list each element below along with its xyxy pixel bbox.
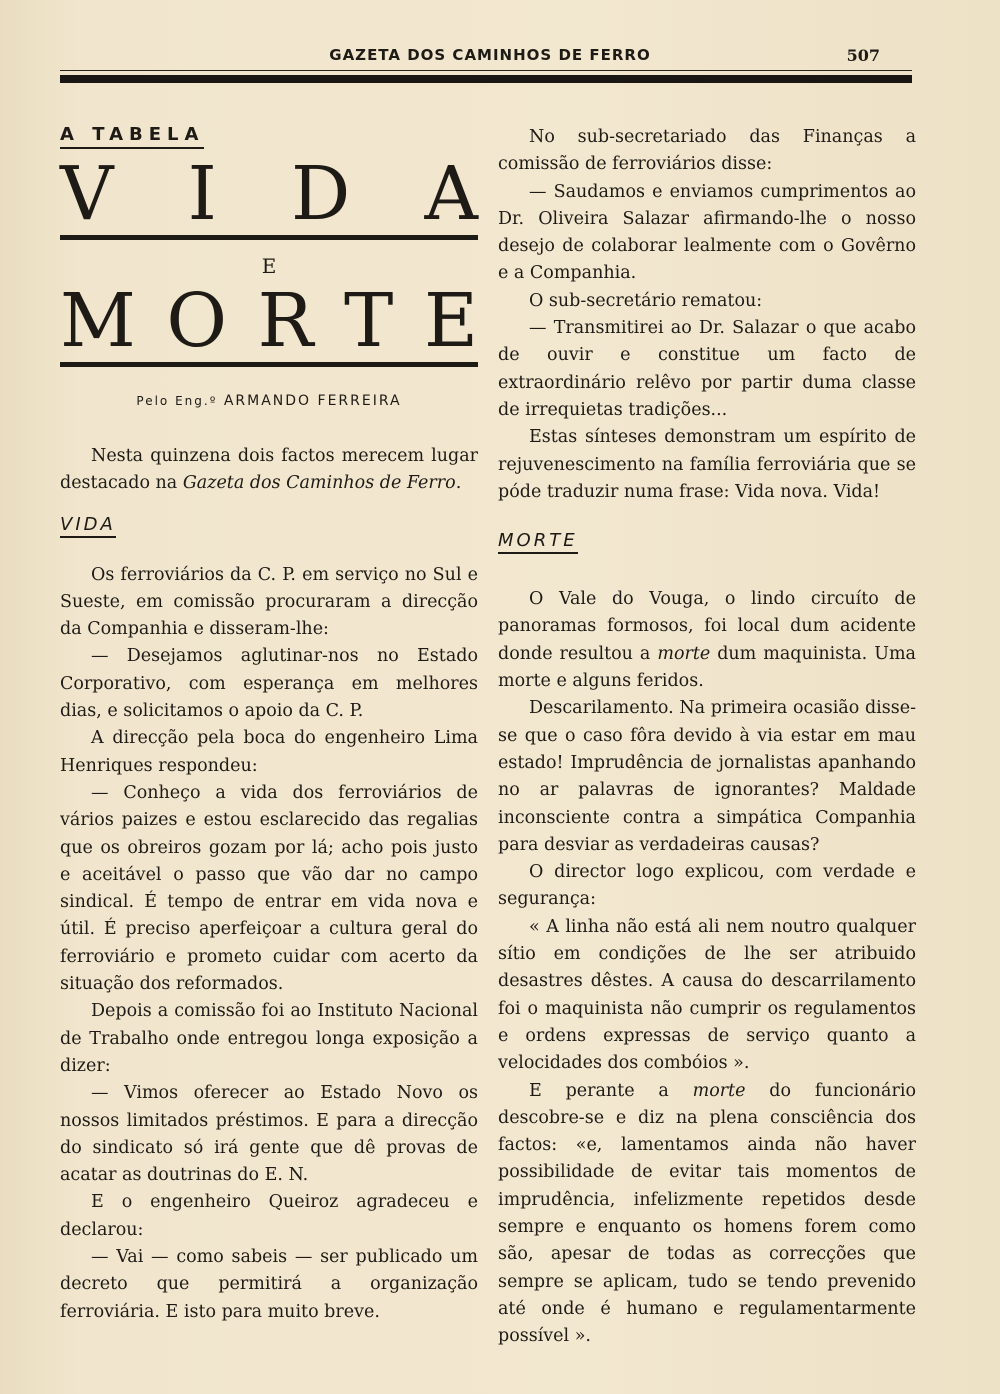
byline-author: ARMANDO FERREIRA xyxy=(223,393,402,409)
body-paragraph: E o engenheiro Queiroz agradeceu e declarou: xyxy=(60,1192,478,1240)
body-paragraph: « A linha não está ali nem noutro qualquer sítio em condições de lhe ser atribuido desastres dêstes. A causa do descarrilamento foi o maquinista não cumprir os regulamentos e ordens expressas de serviço quanto a velocidades dos combóios ». xyxy=(498,916,916,1074)
right-column xyxy=(498,124,916,1350)
headline-letter: O xyxy=(166,278,228,364)
intro-publication-name: Gazeta dos Caminhos de Ferro xyxy=(182,473,456,494)
body-paragraph: O director logo explicou, com verdade e segurança: xyxy=(498,862,916,910)
byline xyxy=(60,393,478,409)
body-paragraph: — Saudamos e enviamos cumprimentos ao Dr. Oliveira Salazar afirmando-lhe o nosso desejo de colaborar lealmente com o Govêrno e a Companhia. xyxy=(498,181,916,284)
headline-letter: M xyxy=(60,278,136,364)
body-paragraph: — Conheço a vida dos ferroviários de vários paizes e estou esclarecido das regalias que os obreiros gozam por lá; acho pois justo e aceitável o passo que vão dar no campo sindical. É tempo de entrar em vida nova e útil. É preciso aperfeiçoar a cultura geral do ferroviário e prometo cuidar com acerto da situação dos reformados. xyxy=(60,782,478,995)
headline-vida xyxy=(60,151,478,240)
paragraph-text: O Vale do Vouga, o lindo circuíto de panoramas formosos, foi local dum acidente donde resultou a xyxy=(498,589,916,664)
intro-text: Nesta quinzena dois factos merecem lugar destacado na xyxy=(60,446,478,494)
intro-paragraph xyxy=(60,443,478,498)
header-rule-thick xyxy=(60,75,912,83)
body-paragraph xyxy=(498,1078,916,1351)
paragraph-text: E perante a xyxy=(529,1080,693,1101)
byline-prefix: Pelo Eng.º xyxy=(136,394,218,408)
headline-letter: E xyxy=(423,278,478,364)
page-number: 507 xyxy=(846,46,880,65)
emphasis-word: morte xyxy=(692,1080,746,1101)
body-paragraph: — Vimos oferecer ao Estado Novo os nossos limitados préstimos. E para a direcção do sindicato só irá gente que dê provas de acatar as doutrinas do E. N. xyxy=(60,1083,478,1186)
section-title-morte: MORTE xyxy=(498,530,578,554)
kicker: A TABELA xyxy=(60,124,204,149)
headline-conjunction: E xyxy=(261,254,277,278)
body-paragraph: — Desejamos aglutinar-nos no Estado Corporativo, com esperança em melhores dias, e solicitamos o apoio da C. P. xyxy=(60,646,478,722)
section-title-vida: VIDA xyxy=(60,514,116,538)
body-paragraph: A direcção pela boca do engenheiro Lima Henriques respondeu: xyxy=(60,728,478,776)
headline-letter: T xyxy=(344,278,394,364)
body-paragraph: O sub-secretário rematou: xyxy=(529,290,763,311)
intro-end: . xyxy=(455,473,462,494)
body-paragraph: — Vai — como sabeis — ser publicado um decreto que permitirá a organização ferroviária. E isto para muito breve. xyxy=(60,1247,478,1322)
headline-letter: A xyxy=(424,151,478,237)
headline-letter: I xyxy=(187,151,217,237)
body-paragraph: — Transmitirei ao Dr. Salazar o que acabo de ouvir e constitue um facto de extraordinário relêvo por partir duma classe de irrequietas tradições... xyxy=(498,318,916,420)
paragraph-text: dum maquinista. Uma morte e alguns feridos. xyxy=(498,643,916,692)
left-column xyxy=(60,124,478,1326)
headline-letter: R xyxy=(257,278,314,364)
emphasis-word: morte xyxy=(657,643,711,664)
headline-morte xyxy=(60,278,478,367)
publication-title: GAZETA DOS CAMINHOS DE FERRO xyxy=(329,46,651,64)
body-paragraph: Estas sínteses demonstram um espírito de rejuvenescimento na família ferroviária que se póde traduzir numa frase: Vida nova. Vida! xyxy=(498,427,916,502)
header-rule-thin xyxy=(60,70,912,71)
paragraph-text: do funcionário descobre-se e diz na plena consciência dos factos: «e, lamentamos ainda não haver possibilidade de evitar tais momentos de imprudência, infelizmente repetidos desde sempre e enquanto os homens forem como são, apesar de todas as correcções que sempre se aplicam, tudo se tendo prevenido até onde é humano e regulamentarmente possível ». xyxy=(498,1080,916,1347)
body-paragraph: Os ferroviários da C. P. em serviço no Sul e Sueste, em comissão procuraram a direcção da Companhia e disseram-lhe: xyxy=(60,564,478,640)
headline-letter: V xyxy=(60,151,114,237)
headline-letter: D xyxy=(291,151,351,237)
body-paragraph xyxy=(498,586,916,695)
body-paragraph: Descarilamento. Na primeira ocasião disse-se que o caso fôra devido à via estar em mau estado! Imprudência de jornalistas apanhando no ar palavras de ignorantes? Maldade inconsciente contra a simpática Companhia para desviar as verdadeiras causas? xyxy=(498,698,916,855)
body-paragraph: Depois a comissão foi ao Instituto Nacional de Trabalho onde entregou longa exposição a dizer: xyxy=(60,1001,478,1076)
body-paragraph: No sub-secretariado das Finanças a comissão de ferroviários disse: xyxy=(498,127,916,175)
running-head xyxy=(0,46,1000,68)
